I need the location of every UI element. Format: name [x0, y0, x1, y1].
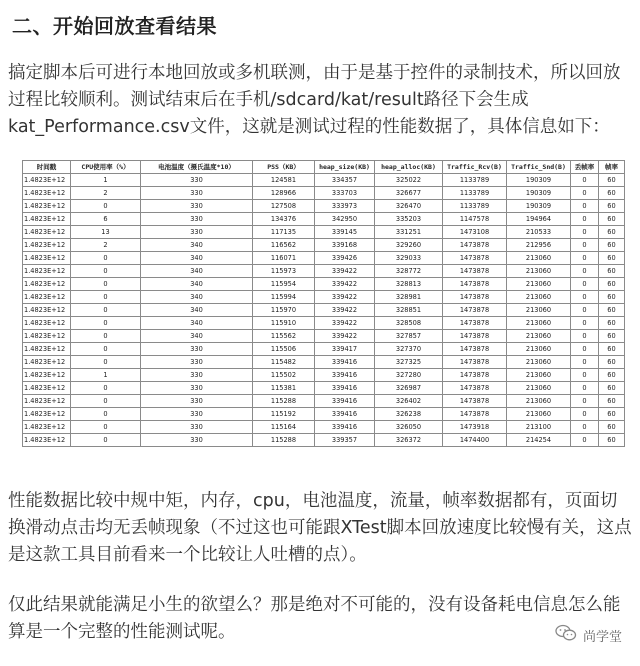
table-cell: 330: [141, 343, 253, 356]
table-cell: 326470: [375, 200, 443, 213]
table-cell: 327280: [375, 369, 443, 382]
table-cell: 213060: [507, 356, 571, 369]
table-cell: 115502: [253, 369, 315, 382]
table-cell: 213060: [507, 343, 571, 356]
table-cell: 1.4823E+12: [23, 278, 71, 291]
table-cell: 1.4823E+12: [23, 187, 71, 200]
table-cell: 0: [571, 291, 599, 304]
table-cell: 60: [599, 187, 625, 200]
table-cell: 213060: [507, 408, 571, 421]
table-row: [23, 200, 625, 213]
table-row: [23, 317, 625, 330]
table-row: [23, 291, 625, 304]
table-cell: 0: [71, 343, 141, 356]
table-cell: 210533: [507, 226, 571, 239]
table-cell: 340: [141, 278, 253, 291]
table-cell: 329260: [375, 239, 443, 252]
table-cell: 0: [71, 317, 141, 330]
table-cell: 115562: [253, 330, 315, 343]
table-cell: 326987: [375, 382, 443, 395]
table-cell: 0: [71, 265, 141, 278]
table-cell: 60: [599, 317, 625, 330]
table-cell: 0: [71, 434, 141, 447]
table-cell: 330: [141, 200, 253, 213]
table-cell: 60: [599, 356, 625, 369]
table-cell: 0: [571, 252, 599, 265]
table-cell: 117135: [253, 226, 315, 239]
table-cell: 0: [571, 174, 599, 187]
summary-paragraph: 性能数据比较中规中矩，内存，cpu，电池温度，流量，帧率数据都有，页面切换滑动点击均无丢帧现象（不过这也可能跟XTest脚本回放速度比较慢有关，这点是这款工具目前看来一个比较让人吐槽的点）。: [8, 491, 632, 565]
table-cell: 339416: [315, 408, 375, 421]
table-cell: 327370: [375, 343, 443, 356]
table-cell: 213060: [507, 382, 571, 395]
table-cell: 1473878: [443, 252, 507, 265]
table-cell: 213060: [507, 304, 571, 317]
table-cell: 0: [571, 278, 599, 291]
table-row: [23, 278, 625, 291]
table-cell: 327325: [375, 356, 443, 369]
table-cell: 339422: [315, 278, 375, 291]
table-cell: 213060: [507, 265, 571, 278]
table-cell: 1.4823E+12: [23, 317, 71, 330]
table-cell: 213060: [507, 317, 571, 330]
table-cell: 213060: [507, 369, 571, 382]
table-cell: 1473918: [443, 421, 507, 434]
table-cell: 213060: [507, 252, 571, 265]
table-cell: 124581: [253, 174, 315, 187]
table-cell: 13: [71, 226, 141, 239]
table-cell: 335203: [375, 213, 443, 226]
table-cell: 0: [571, 213, 599, 226]
table-cell: 330: [141, 408, 253, 421]
table-cell: 328508: [375, 317, 443, 330]
table-cell: 60: [599, 291, 625, 304]
table-header-cell: 帧率: [599, 161, 625, 174]
table-cell: 1473878: [443, 369, 507, 382]
table-cell: 330: [141, 421, 253, 434]
table-cell: 339422: [315, 330, 375, 343]
performance-table: [22, 160, 625, 447]
table-row: [23, 356, 625, 369]
table-row: [23, 434, 625, 447]
table-cell: 0: [71, 252, 141, 265]
table-cell: 0: [71, 291, 141, 304]
table-cell: 60: [599, 304, 625, 317]
table-cell: 1473878: [443, 317, 507, 330]
table-cell: 115381: [253, 382, 315, 395]
table-row: [23, 187, 625, 200]
table-cell: 190309: [507, 200, 571, 213]
table-cell: 190309: [507, 187, 571, 200]
table-cell: 0: [571, 200, 599, 213]
table-cell: 1473878: [443, 239, 507, 252]
table-cell: 60: [599, 395, 625, 408]
table-cell: 328981: [375, 291, 443, 304]
table-cell: 60: [599, 382, 625, 395]
table-cell: 0: [571, 369, 599, 382]
table-cell: 127508: [253, 200, 315, 213]
watermark-logo: [555, 624, 622, 646]
table-header-cell: heap_alloc(KB): [375, 161, 443, 174]
table-cell: 1473108: [443, 226, 507, 239]
table-cell: 0: [571, 343, 599, 356]
table-cell: 340: [141, 317, 253, 330]
table-cell: 333703: [315, 187, 375, 200]
table-header-cell: PSS（KB）: [253, 161, 315, 174]
table-header-cell: Traffic_Rcv(B): [443, 161, 507, 174]
table-cell: 115192: [253, 408, 315, 421]
watermark-text: 尚学堂: [582, 629, 622, 645]
table-cell: 330: [141, 369, 253, 382]
table-cell: 1.4823E+12: [23, 174, 71, 187]
table-cell: 326402: [375, 395, 443, 408]
table-cell: 0: [71, 395, 141, 408]
table-cell: 0: [571, 382, 599, 395]
intro-paragraph: 搞定脚本后可进行本地回放或多机联测，由于是基于控件的录制技术，所以回放过程比较顺利。测试结束后在手机/sdcard/kat/result路径下会生成kat_Performance.csv文件，这就是测试过程的性能数据了，具体信息如下：: [8, 63, 621, 137]
table-header-cell: Traffic_Snd(B): [507, 161, 571, 174]
table-cell: 60: [599, 213, 625, 226]
table-cell: 330: [141, 213, 253, 226]
table-cell: 1.4823E+12: [23, 343, 71, 356]
closing-paragraph: 仅此结果就能满足小生的欲望么？那是绝对不可能的，没有设备耗电信息怎么能算是一个完整的性能测试呢。: [8, 595, 621, 642]
table-cell: 1.4823E+12: [23, 395, 71, 408]
table-cell: 326050: [375, 421, 443, 434]
wechat-icon: [555, 624, 577, 646]
table-row: [23, 382, 625, 395]
table-cell: 0: [571, 187, 599, 200]
table-cell: 339417: [315, 343, 375, 356]
table-cell: 115288: [253, 395, 315, 408]
table-cell: 1133789: [443, 187, 507, 200]
table-cell: 328851: [375, 304, 443, 317]
table-cell: 1473878: [443, 395, 507, 408]
table-cell: 1474400: [443, 434, 507, 447]
table-cell: 213100: [507, 421, 571, 434]
table-cell: 1.4823E+12: [23, 265, 71, 278]
table-cell: 339422: [315, 317, 375, 330]
table-cell: 330: [141, 382, 253, 395]
table-cell: 339422: [315, 265, 375, 278]
table-cell: 115994: [253, 291, 315, 304]
table-cell: 1.4823E+12: [23, 291, 71, 304]
table-cell: 325022: [375, 174, 443, 187]
table-cell: 1133789: [443, 174, 507, 187]
table-row: [23, 395, 625, 408]
table-cell: 0: [571, 304, 599, 317]
table-cell: 115970: [253, 304, 315, 317]
table-cell: 1: [71, 174, 141, 187]
table-cell: 330: [141, 226, 253, 239]
table-cell: 2: [71, 187, 141, 200]
table-cell: 1.4823E+12: [23, 252, 71, 265]
table-cell: 0: [571, 239, 599, 252]
table-cell: 328813: [375, 278, 443, 291]
table-cell: 342950: [315, 213, 375, 226]
table-cell: 0: [571, 265, 599, 278]
table-cell: 1473878: [443, 382, 507, 395]
table-cell: 60: [599, 200, 625, 213]
table-row: [23, 408, 625, 421]
table-cell: 339416: [315, 382, 375, 395]
table-cell: 340: [141, 304, 253, 317]
table-cell: 115164: [253, 421, 315, 434]
table-cell: 0: [71, 278, 141, 291]
table-cell: 1473878: [443, 343, 507, 356]
table-cell: 334357: [315, 174, 375, 187]
table-cell: 60: [599, 421, 625, 434]
table-cell: 0: [71, 421, 141, 434]
table-cell: 328772: [375, 265, 443, 278]
table-cell: 0: [571, 434, 599, 447]
table-cell: 190309: [507, 174, 571, 187]
section-heading: 二、开始回放查看结果: [12, 14, 217, 38]
table-cell: 1473878: [443, 291, 507, 304]
table-cell: 339422: [315, 291, 375, 304]
table-cell: 115910: [253, 317, 315, 330]
table-cell: 340: [141, 252, 253, 265]
table-cell: 1.4823E+12: [23, 304, 71, 317]
table-cell: 340: [141, 291, 253, 304]
table-cell: 340: [141, 239, 253, 252]
table-cell: 326677: [375, 187, 443, 200]
table-header-row: [23, 161, 625, 174]
table-cell: 330: [141, 356, 253, 369]
table-cell: 330: [141, 395, 253, 408]
table-cell: 134376: [253, 213, 315, 226]
table-cell: 1.4823E+12: [23, 408, 71, 421]
table-cell: 60: [599, 408, 625, 421]
table-cell: 60: [599, 278, 625, 291]
table-cell: 0: [71, 408, 141, 421]
table-cell: 339357: [315, 434, 375, 447]
table-cell: 0: [571, 421, 599, 434]
table-row: [23, 174, 625, 187]
table-cell: 213060: [507, 330, 571, 343]
table-cell: 115973: [253, 265, 315, 278]
table-cell: 0: [71, 304, 141, 317]
table-cell: 1473878: [443, 278, 507, 291]
table-cell: 1473878: [443, 356, 507, 369]
table-cell: 339145: [315, 226, 375, 239]
table-cell: 0: [571, 408, 599, 421]
table-cell: 116562: [253, 239, 315, 252]
table-cell: 339416: [315, 356, 375, 369]
table-cell: 0: [71, 356, 141, 369]
table-cell: 212956: [507, 239, 571, 252]
table-cell: 1473878: [443, 330, 507, 343]
table-cell: 1.4823E+12: [23, 226, 71, 239]
table-cell: 213060: [507, 278, 571, 291]
table-cell: 1.4823E+12: [23, 239, 71, 252]
table-header-cell: 电池温度（摄氏温度*10）: [141, 161, 253, 174]
table-cell: 327857: [375, 330, 443, 343]
table-row: [23, 343, 625, 356]
table-row: [23, 252, 625, 265]
performance-table-image: [22, 160, 624, 447]
table-cell: 115506: [253, 343, 315, 356]
table-row: [23, 304, 625, 317]
table-cell: 0: [571, 395, 599, 408]
table-cell: 330: [141, 174, 253, 187]
table-cell: 0: [571, 356, 599, 369]
table-cell: 0: [571, 317, 599, 330]
table-cell: 213060: [507, 291, 571, 304]
table-cell: 330: [141, 434, 253, 447]
table-cell: 60: [599, 265, 625, 278]
table-cell: 0: [71, 200, 141, 213]
table-header-cell: CPU使用率（%）: [71, 161, 141, 174]
table-cell: 1473878: [443, 304, 507, 317]
table-cell: 60: [599, 343, 625, 356]
table-row: [23, 213, 625, 226]
table-cell: 339422: [315, 304, 375, 317]
table-cell: 115954: [253, 278, 315, 291]
table-cell: 1.4823E+12: [23, 200, 71, 213]
table-cell: 1.4823E+12: [23, 356, 71, 369]
table-cell: 214254: [507, 434, 571, 447]
table-cell: 331251: [375, 226, 443, 239]
table-row: [23, 330, 625, 343]
table-cell: 1.4823E+12: [23, 434, 71, 447]
table-cell: 0: [571, 226, 599, 239]
table-cell: 60: [599, 330, 625, 343]
table-cell: 339426: [315, 252, 375, 265]
table-cell: 340: [141, 330, 253, 343]
table-cell: 1.4823E+12: [23, 330, 71, 343]
table-cell: 115288: [253, 434, 315, 447]
table-cell: 0: [71, 382, 141, 395]
table-cell: 213060: [507, 395, 571, 408]
table-cell: 60: [599, 174, 625, 187]
table-cell: 326238: [375, 408, 443, 421]
table-row: [23, 226, 625, 239]
table-cell: 0: [71, 330, 141, 343]
table-cell: 340: [141, 265, 253, 278]
table-cell: 1473878: [443, 265, 507, 278]
table-cell: 128966: [253, 187, 315, 200]
table-cell: 1.4823E+12: [23, 382, 71, 395]
table-cell: 60: [599, 226, 625, 239]
table-row: [23, 265, 625, 278]
table-cell: 60: [599, 434, 625, 447]
table-cell: 339416: [315, 395, 375, 408]
table-cell: 333973: [315, 200, 375, 213]
table-cell: 116071: [253, 252, 315, 265]
table-cell: 339416: [315, 421, 375, 434]
table-cell: 330: [141, 187, 253, 200]
table-header-cell: 时间戳: [23, 161, 71, 174]
table-cell: 6: [71, 213, 141, 226]
table-cell: 1.4823E+12: [23, 421, 71, 434]
table-cell: 1147578: [443, 213, 507, 226]
table-cell: 1133789: [443, 200, 507, 213]
table-cell: 2: [71, 239, 141, 252]
table-cell: 1.4823E+12: [23, 213, 71, 226]
table-cell: 115482: [253, 356, 315, 369]
table-row: [23, 369, 625, 382]
table-cell: 0: [571, 330, 599, 343]
table-row: [23, 421, 625, 434]
table-cell: 194964: [507, 213, 571, 226]
table-header-cell: 丢帧率: [571, 161, 599, 174]
table-row: [23, 239, 625, 252]
table-cell: 339416: [315, 369, 375, 382]
table-cell: 1.4823E+12: [23, 369, 71, 382]
table-cell: 339168: [315, 239, 375, 252]
table-cell: 60: [599, 369, 625, 382]
table-cell: 60: [599, 239, 625, 252]
table-cell: 1: [71, 369, 141, 382]
table-cell: 60: [599, 252, 625, 265]
table-cell: 326372: [375, 434, 443, 447]
table-cell: 329033: [375, 252, 443, 265]
table-header-cell: heap_size(KB): [315, 161, 375, 174]
table-cell: 1473878: [443, 408, 507, 421]
